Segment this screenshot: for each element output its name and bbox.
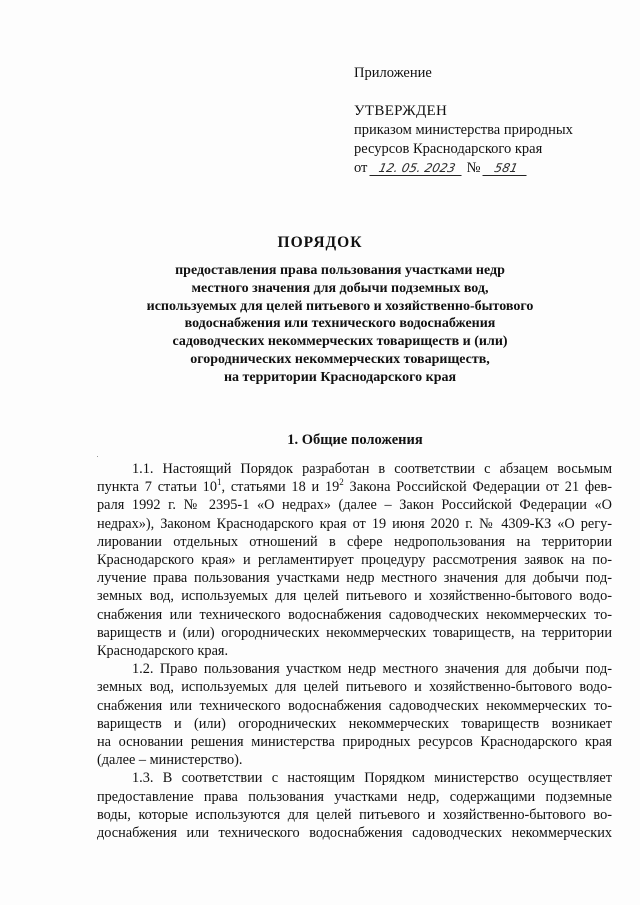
text-line: раля 1992 г. № 2395-1 «О недрах» (далее – Закон Российской Федерации «О: [97, 497, 612, 514]
paragraph-1-3: [97, 769, 612, 842]
text-line: земных вод, используемых для целей питьевого и хозяйственно-бытового водо-: [97, 588, 612, 605]
number-prefix: №: [466, 160, 481, 176]
subtitle-line: местного значения для добычи подземных вод,: [191, 280, 489, 296]
text-line: 1.1. Настоящий Порядок разработан в соответствии с абзацем восьмым: [132, 461, 612, 477]
text-line: доснабжения или технического водоснабжения садоводческих некоммерческих: [97, 825, 612, 842]
document-title: ПОРЯДОК: [277, 234, 363, 251]
text-line: Краснодарского края» и регламентирует процедуру рассмотрения заявок на по-: [97, 552, 612, 569]
text-line: на основании решения министерства природных ресурсов Краснодарского края: [97, 734, 612, 751]
text-line: 1.2. Право пользования участком недр местного значения для добычи под-: [132, 661, 612, 678]
appendix-label: Приложение: [354, 65, 432, 81]
subtitle-line: огороднических некоммерческих товариществ,: [190, 351, 490, 367]
subtitle-line: предоставления права пользования участками недр: [175, 263, 505, 278]
text-line: 1.3. В соответствии с настоящим Порядком министерство осуществляет: [132, 770, 612, 787]
subtitle-line: садоводческих некоммерческих товариществ и (или): [172, 334, 508, 350]
approval-order-line: приказом министерства природных: [354, 122, 573, 138]
handwritten-date: 12. 05. 2023: [369, 161, 464, 176]
subtitle-line: на территории Краснодарского края: [223, 369, 457, 385]
text-line: воды, которые используются для целей питьевого и хозяйственно-бытового во-: [97, 806, 612, 823]
text-line: лучение права пользования участками недр местного значения для добычи под-: [97, 570, 612, 587]
approval-ministry-line: ресурсов Краснодарского края: [354, 141, 543, 157]
text-line: (далее – министерство).: [97, 752, 243, 769]
text-line: земных вод, используемых для целей питьевого и хозяйственно-бытового водо-: [97, 679, 612, 696]
approval-date-line: [354, 159, 614, 178]
section-heading: 1. Общие положения: [287, 432, 423, 448]
paragraph-1-2: [97, 660, 612, 769]
approval-block: [354, 64, 614, 178]
approved-label: УТВЕРЖДЕН: [354, 103, 448, 119]
handwritten-number: 581: [483, 161, 530, 176]
text-line: предоставление права пользования участками недр, содержащими подземные: [97, 788, 612, 805]
text-line: лировании отдельных отношений в сфере недропользования на территории: [97, 533, 612, 550]
text-line: снабжения или технического водоснабжения садоводческих некоммерческих то-: [97, 697, 612, 714]
document-subtitle: [120, 262, 560, 387]
subtitle-line: используемых для целей питьевого и хозяйственно-бытового: [146, 298, 534, 314]
paragraph-1-1: [97, 460, 612, 660]
text-line: недрах»), Законом Краснодарского края от 19 июня 2020 г. № 4309-КЗ «О регу-: [97, 515, 612, 532]
text-line: снабжения или технического водоснабжения садоводческих некоммерческих то-: [97, 606, 612, 623]
text-line: пункта 7 статьи $10^1$, статьями 18 и $19^2$ Закона Российской Федерации от 21 фев-: [97, 477, 613, 496]
text-line: вариществ и (или) огороднических некоммерческих товариществ возникает: [97, 715, 612, 732]
scan-speck: [97, 456, 98, 457]
subtitle-line: водоснабжения или технического водоснабжения: [184, 316, 496, 332]
date-prefix: от: [354, 160, 368, 176]
text-line: вариществ и (или) огороднических некоммерческих товариществ, на территории: [97, 624, 612, 641]
text-line: Краснодарского края.: [97, 643, 229, 660]
body-text: [97, 460, 612, 842]
